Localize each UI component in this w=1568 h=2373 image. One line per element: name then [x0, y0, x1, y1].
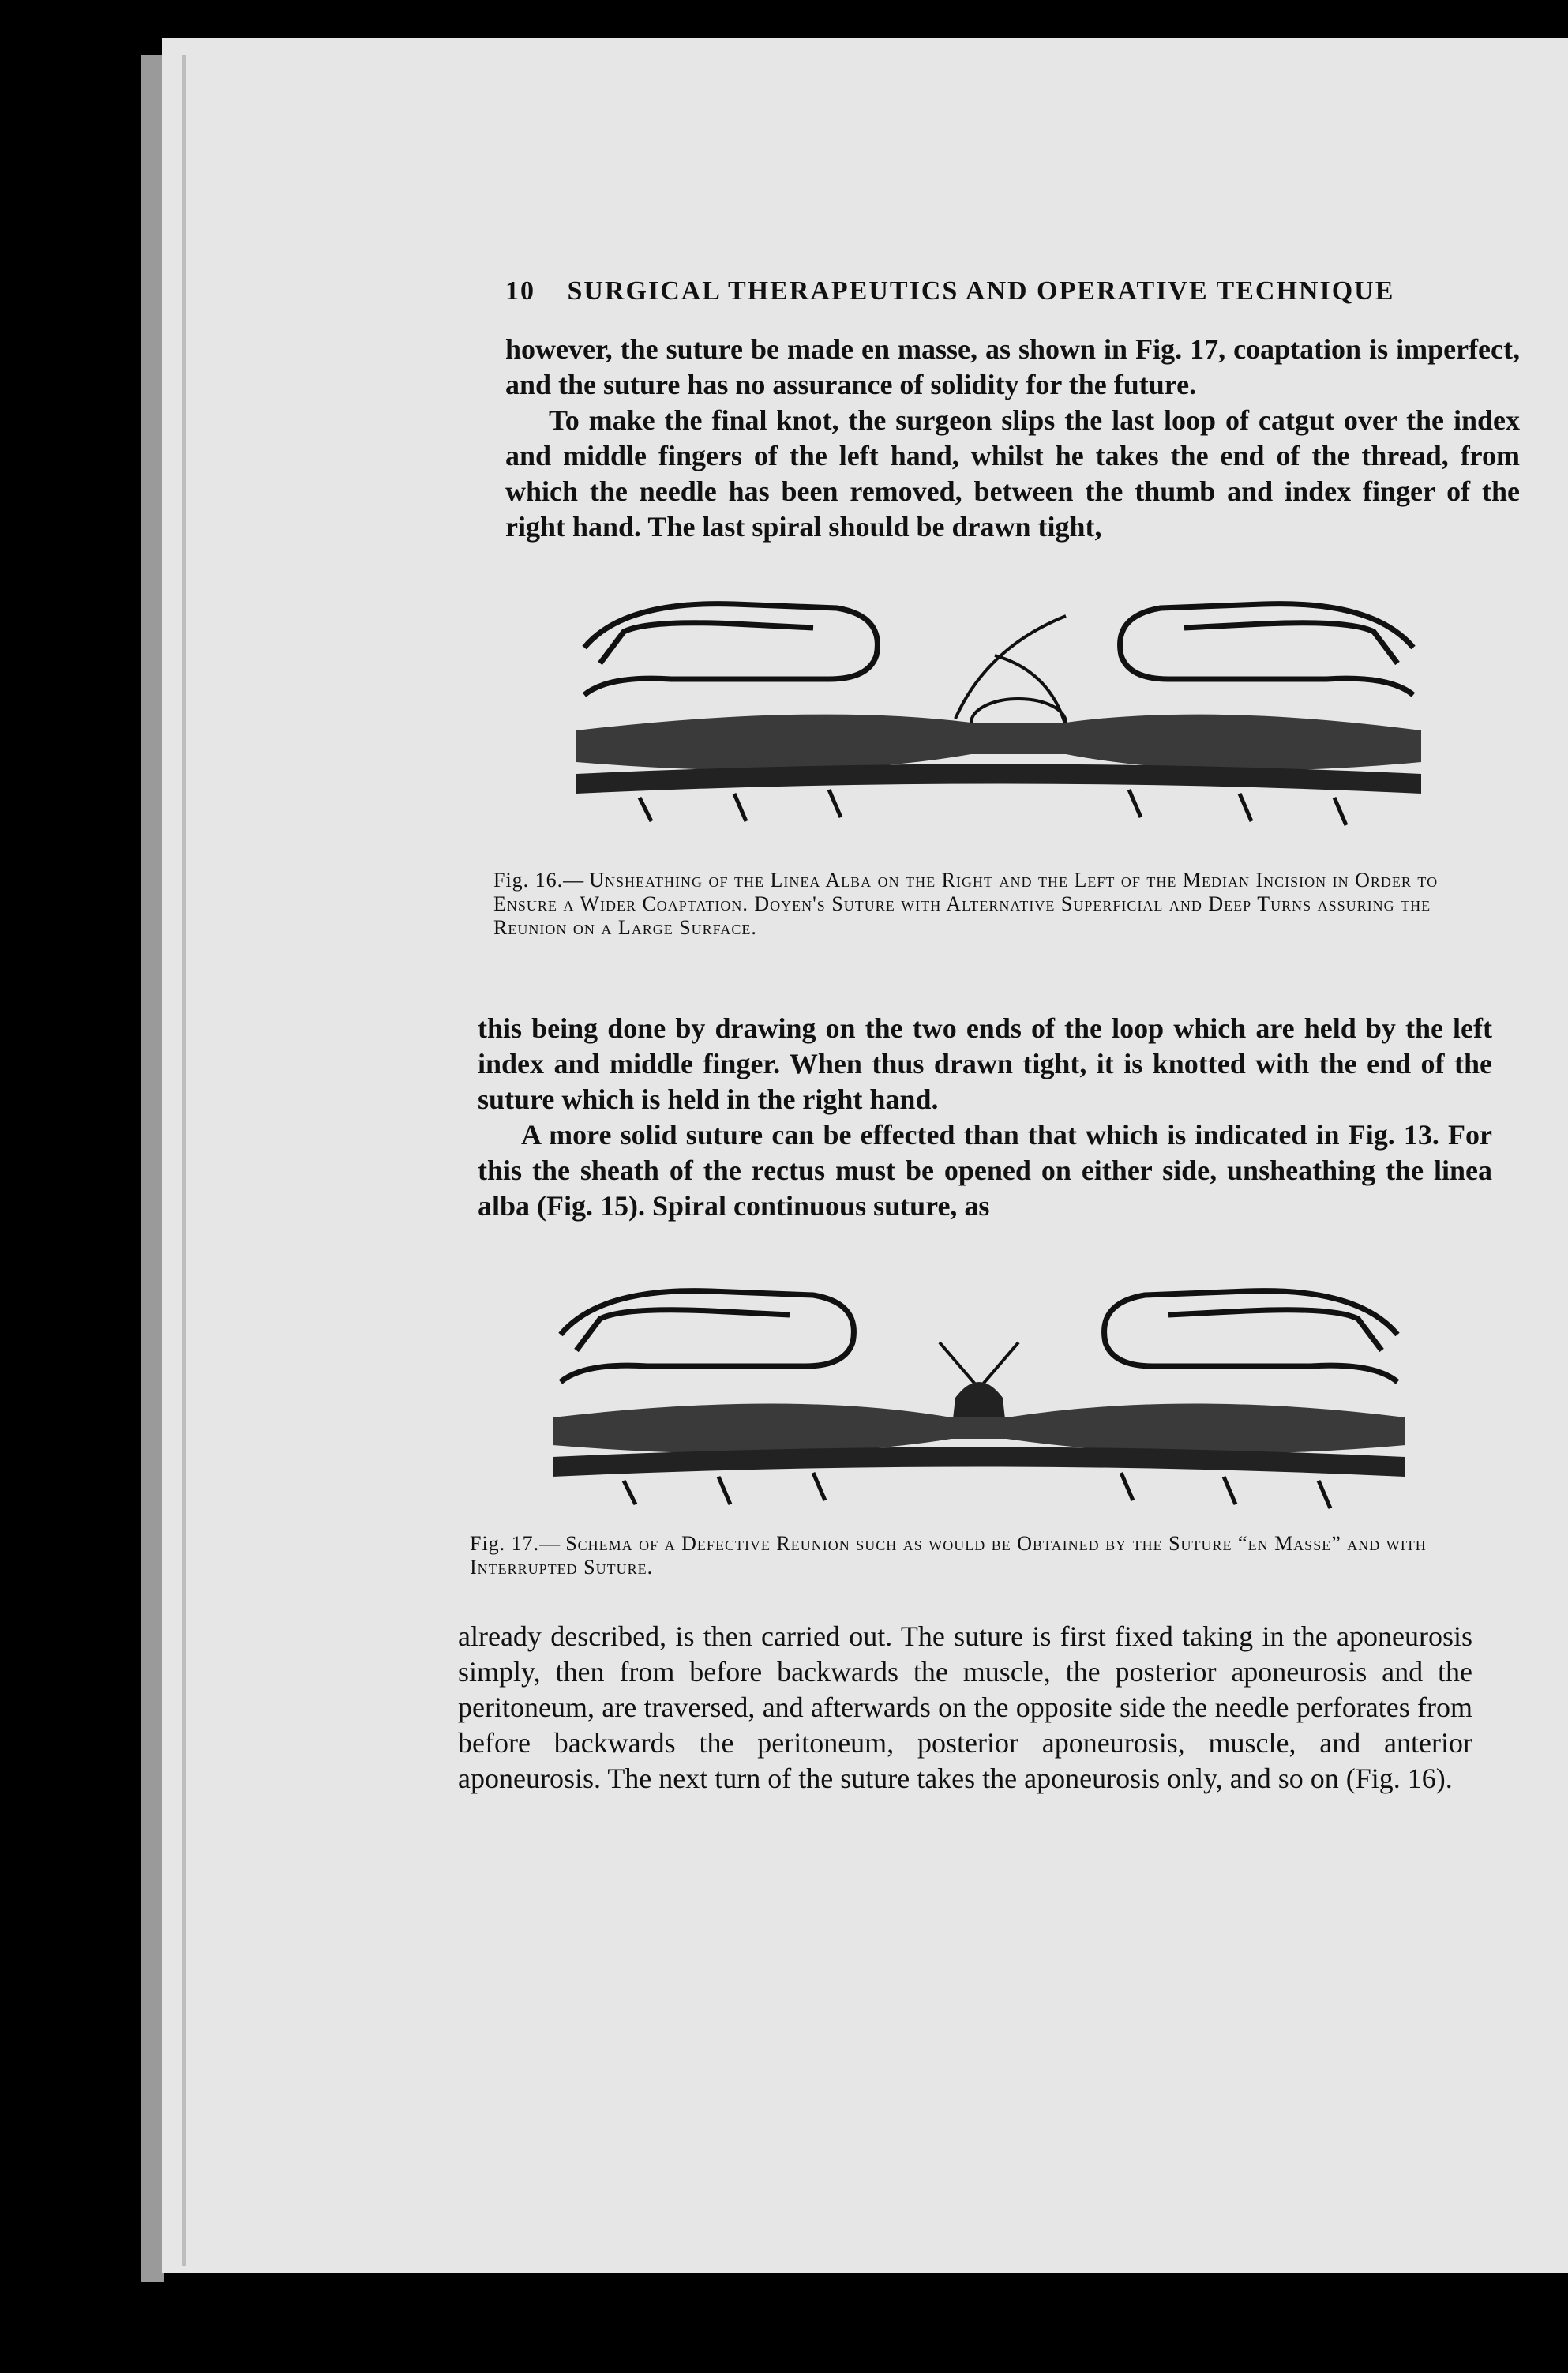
- figure-16-caption-text: Unsheathing of the Linea Alba on the Right and the Left of the Median Incision in Order to Ensure a Wider Coaptation. Doyen's Suture with Alternative Superficial and Deep Turns assuring the Reunion on a Large Surface.: [493, 869, 1439, 939]
- paragraph: A more solid suture can be effected than that which is indicated in Fig. 13. For this the sheath of the rectus must be opened on either side, unsheathing the linea alba (Fig. 15). Spiral continuous suture, as: [478, 1119, 1492, 1222]
- figure-17-label: Fig. 17.—: [470, 1532, 561, 1555]
- figure-16-label: Fig. 16.—: [493, 869, 585, 892]
- paragraph: already described, is then carried out. The suture is first fixed taking in the aponeurosis simply, then from before backwards the muscle, the posterior aponeurosis and the peritoneum, are traversed, and afterwards on the opposite side the needle perforates from before backwards the peritoneum, posterior aponeurosis, muscle, and anterior aponeurosis. The next turn of the suture takes the aponeurosis only, and so on (Fig. 16).: [458, 1620, 1472, 1794]
- text-block-top: [505, 332, 1520, 545]
- page-edge-shadow: [141, 55, 164, 2282]
- paragraph: To make the final knot, the surgeon slips the last loop of catgut over the index and middle fingers of the left hand, whilst he takes the end of the thread, from which the needle has been removed, between the thumb and index finger of the right hand. The last spiral should be drawn tight,: [505, 404, 1520, 543]
- figure-17-drawing: [553, 1271, 1405, 1532]
- paragraph: however, the suture be made en masse, as shown in Fig. 17, coaptation is imperfect, and the suture has no assurance of solidity for the future.: [505, 333, 1520, 400]
- page-edge-line: [182, 55, 186, 2266]
- paragraph: this being done by drawing on the two ends of the loop which are held by the left index and middle finger. When thus drawn tight, it is knotted with the end of the suture which is held in the right hand.: [478, 1012, 1492, 1115]
- figure-17-caption-text: Schema of a Defective Reunion such as would be Obtained by the Suture “en Masse” and with Interrupted Suture.: [470, 1532, 1427, 1579]
- figure-16-illustration: [576, 584, 1421, 853]
- figure-17-illustration: [553, 1271, 1405, 1532]
- figure-17-caption: [470, 1532, 1484, 1579]
- figure-16-caption: [493, 869, 1496, 940]
- text-block-middle: [478, 1011, 1492, 1224]
- page-number: 10: [505, 276, 535, 306]
- text-block-bottom: [458, 1619, 1472, 1797]
- running-title: SURGICAL THERAPEUTICS AND OPERATIVE TECHNIQUE: [567, 276, 1395, 306]
- figure-16-drawing: [576, 584, 1421, 853]
- running-head: [505, 276, 1453, 306]
